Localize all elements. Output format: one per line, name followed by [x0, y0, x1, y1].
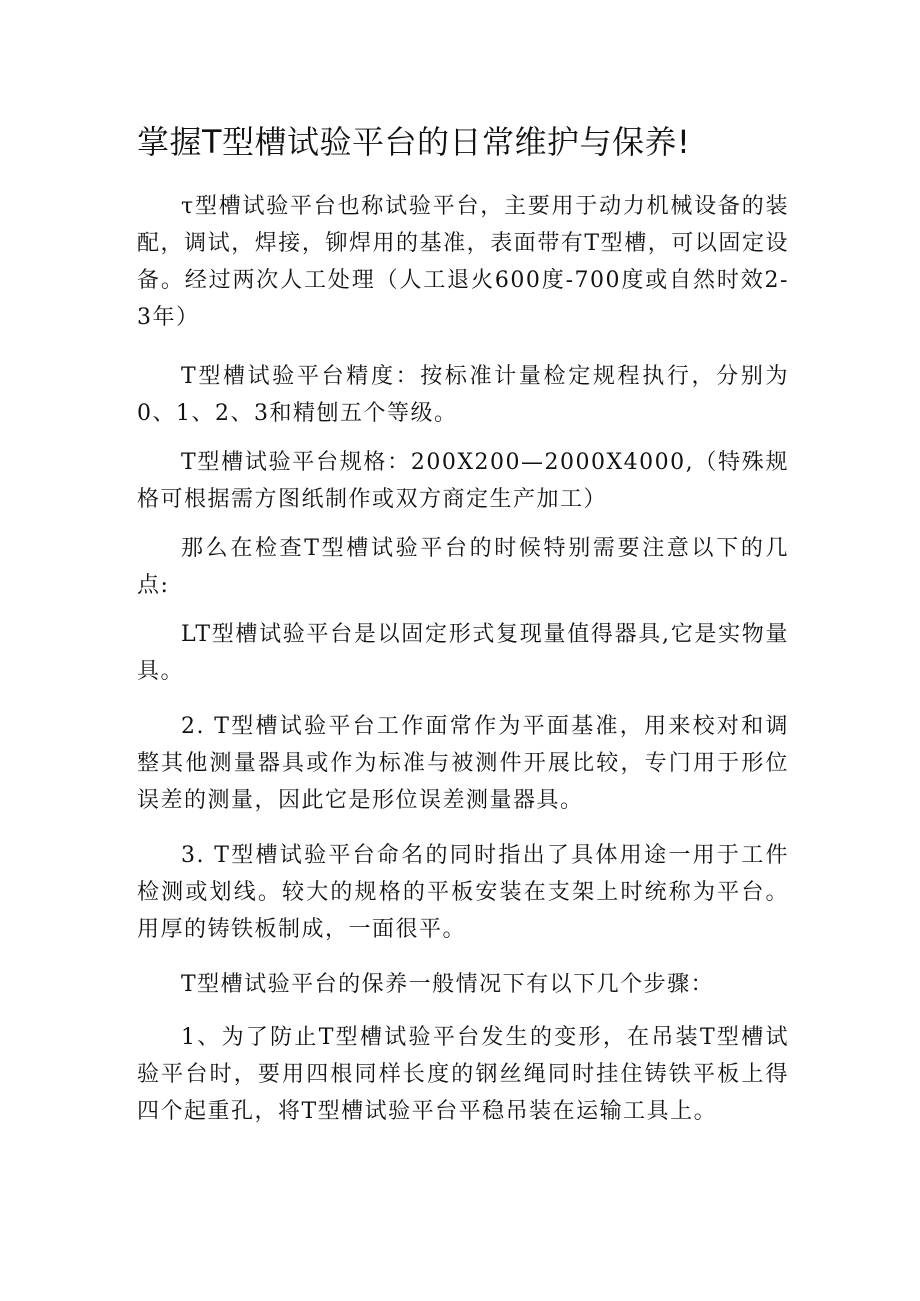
paragraph-point-3: 3. T型槽试验平台命名的同时指出了具体用途一用于工件检测或划线。较大的规格的平板安装在支架上时统称为平台。用厚的铸铁板制成，一面很平。	[137, 843, 789, 942]
paragraph-inspection-intro: 那么在检查T型槽试验平台的时候特别需要注意以下的几点:	[137, 536, 789, 598]
document-title: 掌握T型槽试验平台的日常维护与保养!	[137, 123, 691, 161]
paragraph-precision: T型槽试验平台精度：按标准计量检定规程执行，分别为0、1、2、3和精刨五个等级。	[137, 364, 789, 426]
paragraph-maintenance-step-1: 1、为了防止T型槽试验平台发生的变形，在吊装T型槽试验平台时，要用四根同样长度的钢丝绳同时挂住铸铁平板上得四个起重孔，将T型槽试验平台平稳吊装在运输工具上。	[137, 1025, 789, 1124]
document-body	[137, 188, 789, 1130]
paragraph-point-1: LT型槽试验平台是以固定形式复现量值得器具,它是实物量具。	[137, 622, 789, 684]
paragraph-maintenance-intro: T型槽试验平台的保养一般情况下有以下几个步骤：	[181, 972, 715, 997]
paragraph-intro: τ型槽试验平台也称试验平台，主要用于动力机械设备的装配，调试，焊接，铆焊用的基准，表面带有T型槽，可以固定设备。经过两次人工处理（人工退火600度-700度或自然时效2-3年）	[137, 194, 789, 330]
paragraph-point-2: 2. T型槽试验平台工作面常作为平面基准，用来校对和调整其他测量器具或作为标准与被测件开展比较，专门用于形位误差的测量，因此它是形位误差测量器具。	[137, 714, 789, 813]
paragraph-specification: T型槽试验平台规格：200X200—2000X4000,（特殊规格可根据需方图纸制作或双方商定生产加工）	[137, 450, 789, 512]
